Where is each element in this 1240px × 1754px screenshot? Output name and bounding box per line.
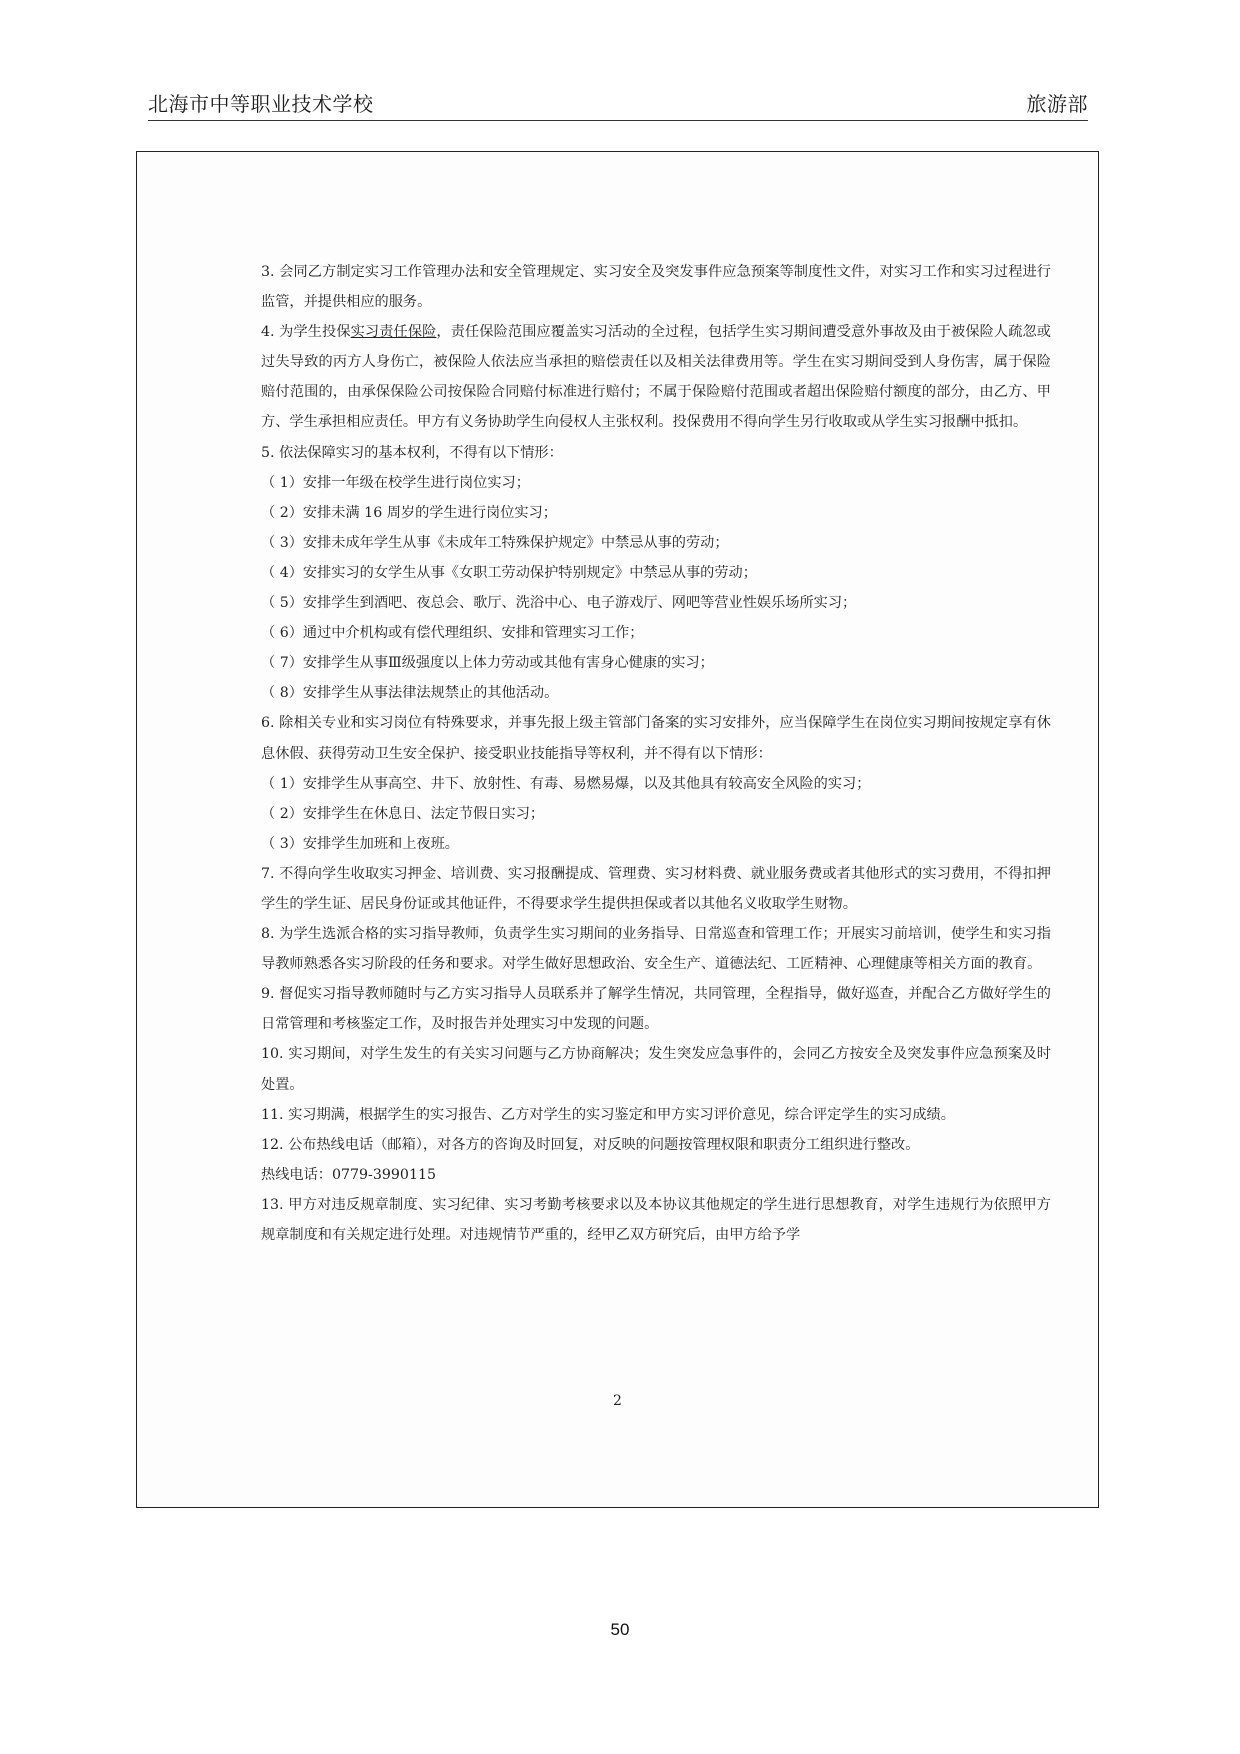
clause-3: 3. 会同乙方制定实习工作管理办法和安全管理规定、实习安全及突发事件应急预案等制度性文件，对实习工作和实习过程进行监管，并提供相应的服务。	[261, 264, 1051, 311]
clause-6-item: （ 3）安排学生加班和上夜班。	[261, 835, 459, 852]
clause-5-item: （ 4）安排实习的女学生从事《女职工劳动保护特别规定》中禁忌从事的劳动；	[261, 564, 757, 581]
page-header	[148, 86, 1088, 121]
clause-4-prefix: 4. 为学生投保	[261, 324, 351, 341]
clause-11: 11. 实习期满，根据学生的实习报告、乙方对学生的实习鉴定和甲方实习评价意见，综合评定学生的实习成绩。	[261, 1106, 955, 1123]
clause-4-rest: ，责任保险范围应覆盖实习活动的全过程，包括学生实习期间遭受意外事故及由于被保险人疏忽或过失导致的丙方人身伤亡，被保险人依法应当承担的赔偿责任以及相关法律费用等。学生在实习期间受到人身伤害，属于保险赔付范围的，由承保保险公司按保险合同赔付标准进行赔付；不属于保险赔付范围或者超出保险赔付额度的部分，由乙方、甲方、学生承担相应责任。甲方有义务协助学生向侵权人主张权利。投保费用不得向学生另行收取或从学生实习报酬中抵扣。	[261, 324, 1051, 431]
clause-5-item: （ 5）安排学生到酒吧、夜总会、歌厅、洗浴中心、电子游戏厅、网吧等营业性娱乐场所实习；	[261, 595, 857, 612]
clause-9: 9. 督促实习指导教师随时与乙方实习指导人员联系并了解学生情况，共同管理，全程指导，做好巡查，并配合乙方做好学生的日常管理和考核鉴定工作，及时报告并处理实习中发现的问题。	[261, 986, 1051, 1033]
department-name: 旅游部	[1026, 92, 1088, 116]
clause-5-item: （ 6）通过中介机构或有偿代理组织、安排和管理实习工作；	[261, 625, 644, 642]
clause-4-underlined-term: 实习责任保险	[350, 324, 437, 341]
page-number: 50	[610, 1620, 630, 1639]
scanned-document-frame	[136, 151, 1099, 1508]
clause-5: 5. 依法保障实习的基本权利，不得有以下情形：	[261, 444, 563, 461]
clause-6-item: （ 1）安排学生从事高空、井下、放射性、有毒、易燃易爆，以及其他具有较高安全风险的实习；	[261, 775, 871, 792]
clause-13: 13. 甲方对违反规章制度、实习纪律、实习考勤考核要求以及本协议其他规定的学生进行思想教育，对学生违规行为依照甲方规章制度和有关规定进行处理。对违规情节严重的，经甲乙双方研究后，由甲方给予学	[261, 1196, 1051, 1243]
clause-4	[261, 317, 1051, 437]
clause-12: 12. 公布热线电话（邮箱），对各方的咨询及时回复，对反映的问题按管理权限和职责分工组织进行整改。	[261, 1136, 920, 1153]
clause-5-item: （ 8）安排学生从事法律法规禁止的其他活动。	[261, 685, 559, 702]
scan-page-number: 2	[613, 1393, 622, 1409]
clause-5-item: （ 3）安排未成年学生从事《未成年工特殊保护规定》中禁忌从事的劳动；	[261, 534, 729, 551]
clause-6: 6. 除相关专业和实习岗位有特殊要求，并事先报上级主管部门备案的实习安排外，应当保障学生在岗位实习期间按规定享有休息休假、获得劳动卫生安全保护、接受职业技能指导等权利，并不得有以下情形：	[261, 715, 1051, 762]
clause-5-item: （ 1）安排一年级在校学生进行岗位实习；	[261, 474, 530, 491]
school-name: 北海市中等职业技术学校	[148, 92, 374, 116]
hotline: 热线电话：0779-3990115	[261, 1166, 437, 1183]
clause-6-item: （ 2）安排学生在休息日、法定节假日实习；	[261, 805, 545, 822]
clause-10: 10. 实习期间，对学生发生的有关实习问题与乙方协商解决；发生突发应急事件的，会同乙方按安全及突发事件应急预案及时处置。	[261, 1046, 1051, 1093]
clause-7: 7. 不得向学生收取实习押金、培训费、实习报酬提成、管理费、实习材料费、就业服务费或者其他形式的实习费用，不得扣押学生的学生证、居民身份证或其他证件，不得要求学生提供担保或者以其他名义收取学生财物。	[261, 865, 1051, 912]
agreement-text	[261, 257, 1051, 1250]
clause-5-item: （ 2）安排未满 16 周岁的学生进行岗位实习；	[261, 504, 557, 521]
clause-8: 8. 为学生选派合格的实习指导教师，负责学生实习期间的业务指导、日常巡查和管理工作；开展实习前培训，使学生和实习指导教师熟悉各实习阶段的任务和要求。对学生做好思想政治、安全生产、道德法纪、工匠精神、心理健康等相关方面的教育。	[261, 926, 1051, 973]
clause-5-item: （ 7）安排学生从事Ⅲ级强度以上体力劳动或其他有害身心健康的实习；	[261, 655, 714, 672]
